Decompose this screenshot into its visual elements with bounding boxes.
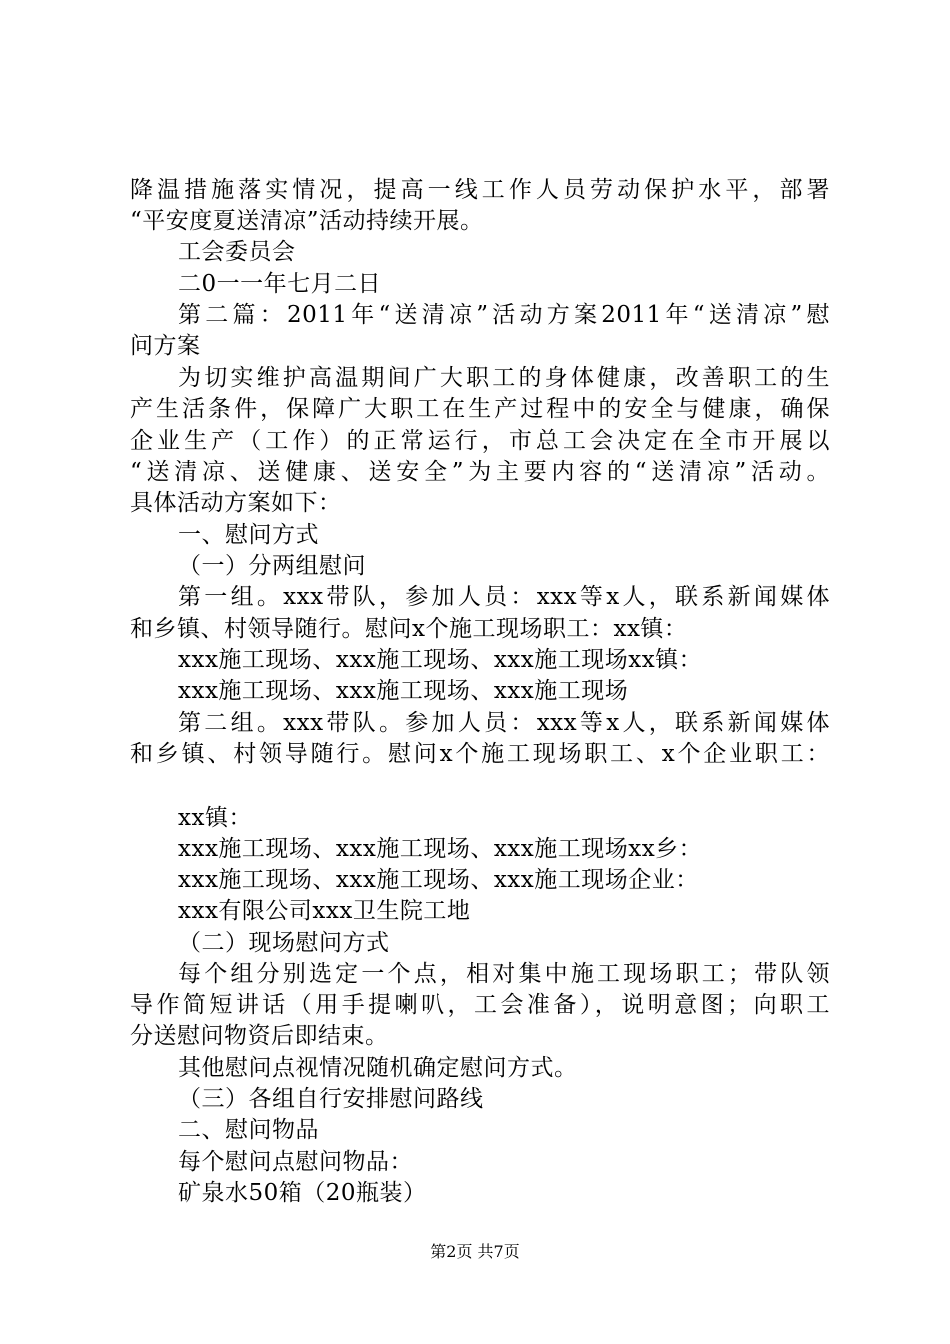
text-line: 第二篇：2011年“送清凉”活动方案2011年“送清凉”慰 [178,302,830,328]
text-line: 企业生产（工作）的正常运行，市总工会决定在全市开展以 [130,428,830,454]
text-line: （三）各组自行安排慰问路线 [178,1086,484,1112]
text-line: 问方案 [130,333,201,359]
text-line: xxx有限公司xxx卫生院工地 [178,898,471,924]
text-line: 第二组。xxx带队。参加人员：xxx等x人，联系新闻媒体 [178,710,830,736]
text-line: 第一组。xxx带队，参加人员：xxx等x人，联系新闻媒体 [178,584,830,610]
text-line: （一）分两组慰问 [178,553,366,579]
text-line: 其他慰问点视情况随机确定慰问方式。 [178,1055,578,1081]
text-line: （二）现场慰问方式 [178,930,390,956]
text-line: 分送慰问物资后即结束。 [130,1023,389,1049]
text-line: 矿泉水50箱（20瓶装） [178,1180,427,1206]
text-line: xxx施工现场、xxx施工现场、xxx施工现场企业： [178,867,699,893]
text-line: 工会委员会 [178,239,296,265]
text-line: 产生活条件，保障广大职工在生产过程中的安全与健康，确保 [130,396,830,422]
text-line: 每个慰问点慰问物品： [178,1149,413,1175]
text-line: xxx施工现场、xxx施工现场、xxx施工现场xx镇： [178,647,703,673]
text-line: 二0一一年七月二日 [178,271,382,297]
text-line: 二、慰问物品 [178,1117,319,1143]
text-line: 和乡镇、村领导随行。慰问x个施工现场职工：xx镇： [130,616,688,642]
text-line: 降温措施落实情况，提高一线工作人员劳动保护水平，部署 [130,177,830,203]
text-line: xxx施工现场、xxx施工现场、xxx施工现场xx乡： [178,836,703,862]
text-line: 一、慰问方式 [178,522,319,548]
text-line: “送清凉、送健康、送安全”为主要内容的“送清凉”活动。 [130,459,830,485]
text-line: 为切实维护高温期间广大职工的身体健康，改善职工的生 [178,365,830,391]
page-number: 第2页 共7页 [430,1242,520,1261]
text-line: 每个组分别选定一个点，相对集中施工现场职工；带队领 [178,961,830,987]
text-line: 和乡镇、村领导随行。慰问x个施工现场职工、x个企业职工： [130,741,830,767]
text-line: 具体活动方案如下： [130,490,342,516]
text-line: xxx施工现场、xxx施工现场、xxx施工现场 [178,678,629,704]
text-line: “平安度夏送清凉”活动持续开展。 [130,208,484,234]
text-line: xx镇： [178,805,252,831]
text-line: 导作简短讲话（用手提喇叭，工会准备），说明意图；向职工 [130,992,830,1018]
